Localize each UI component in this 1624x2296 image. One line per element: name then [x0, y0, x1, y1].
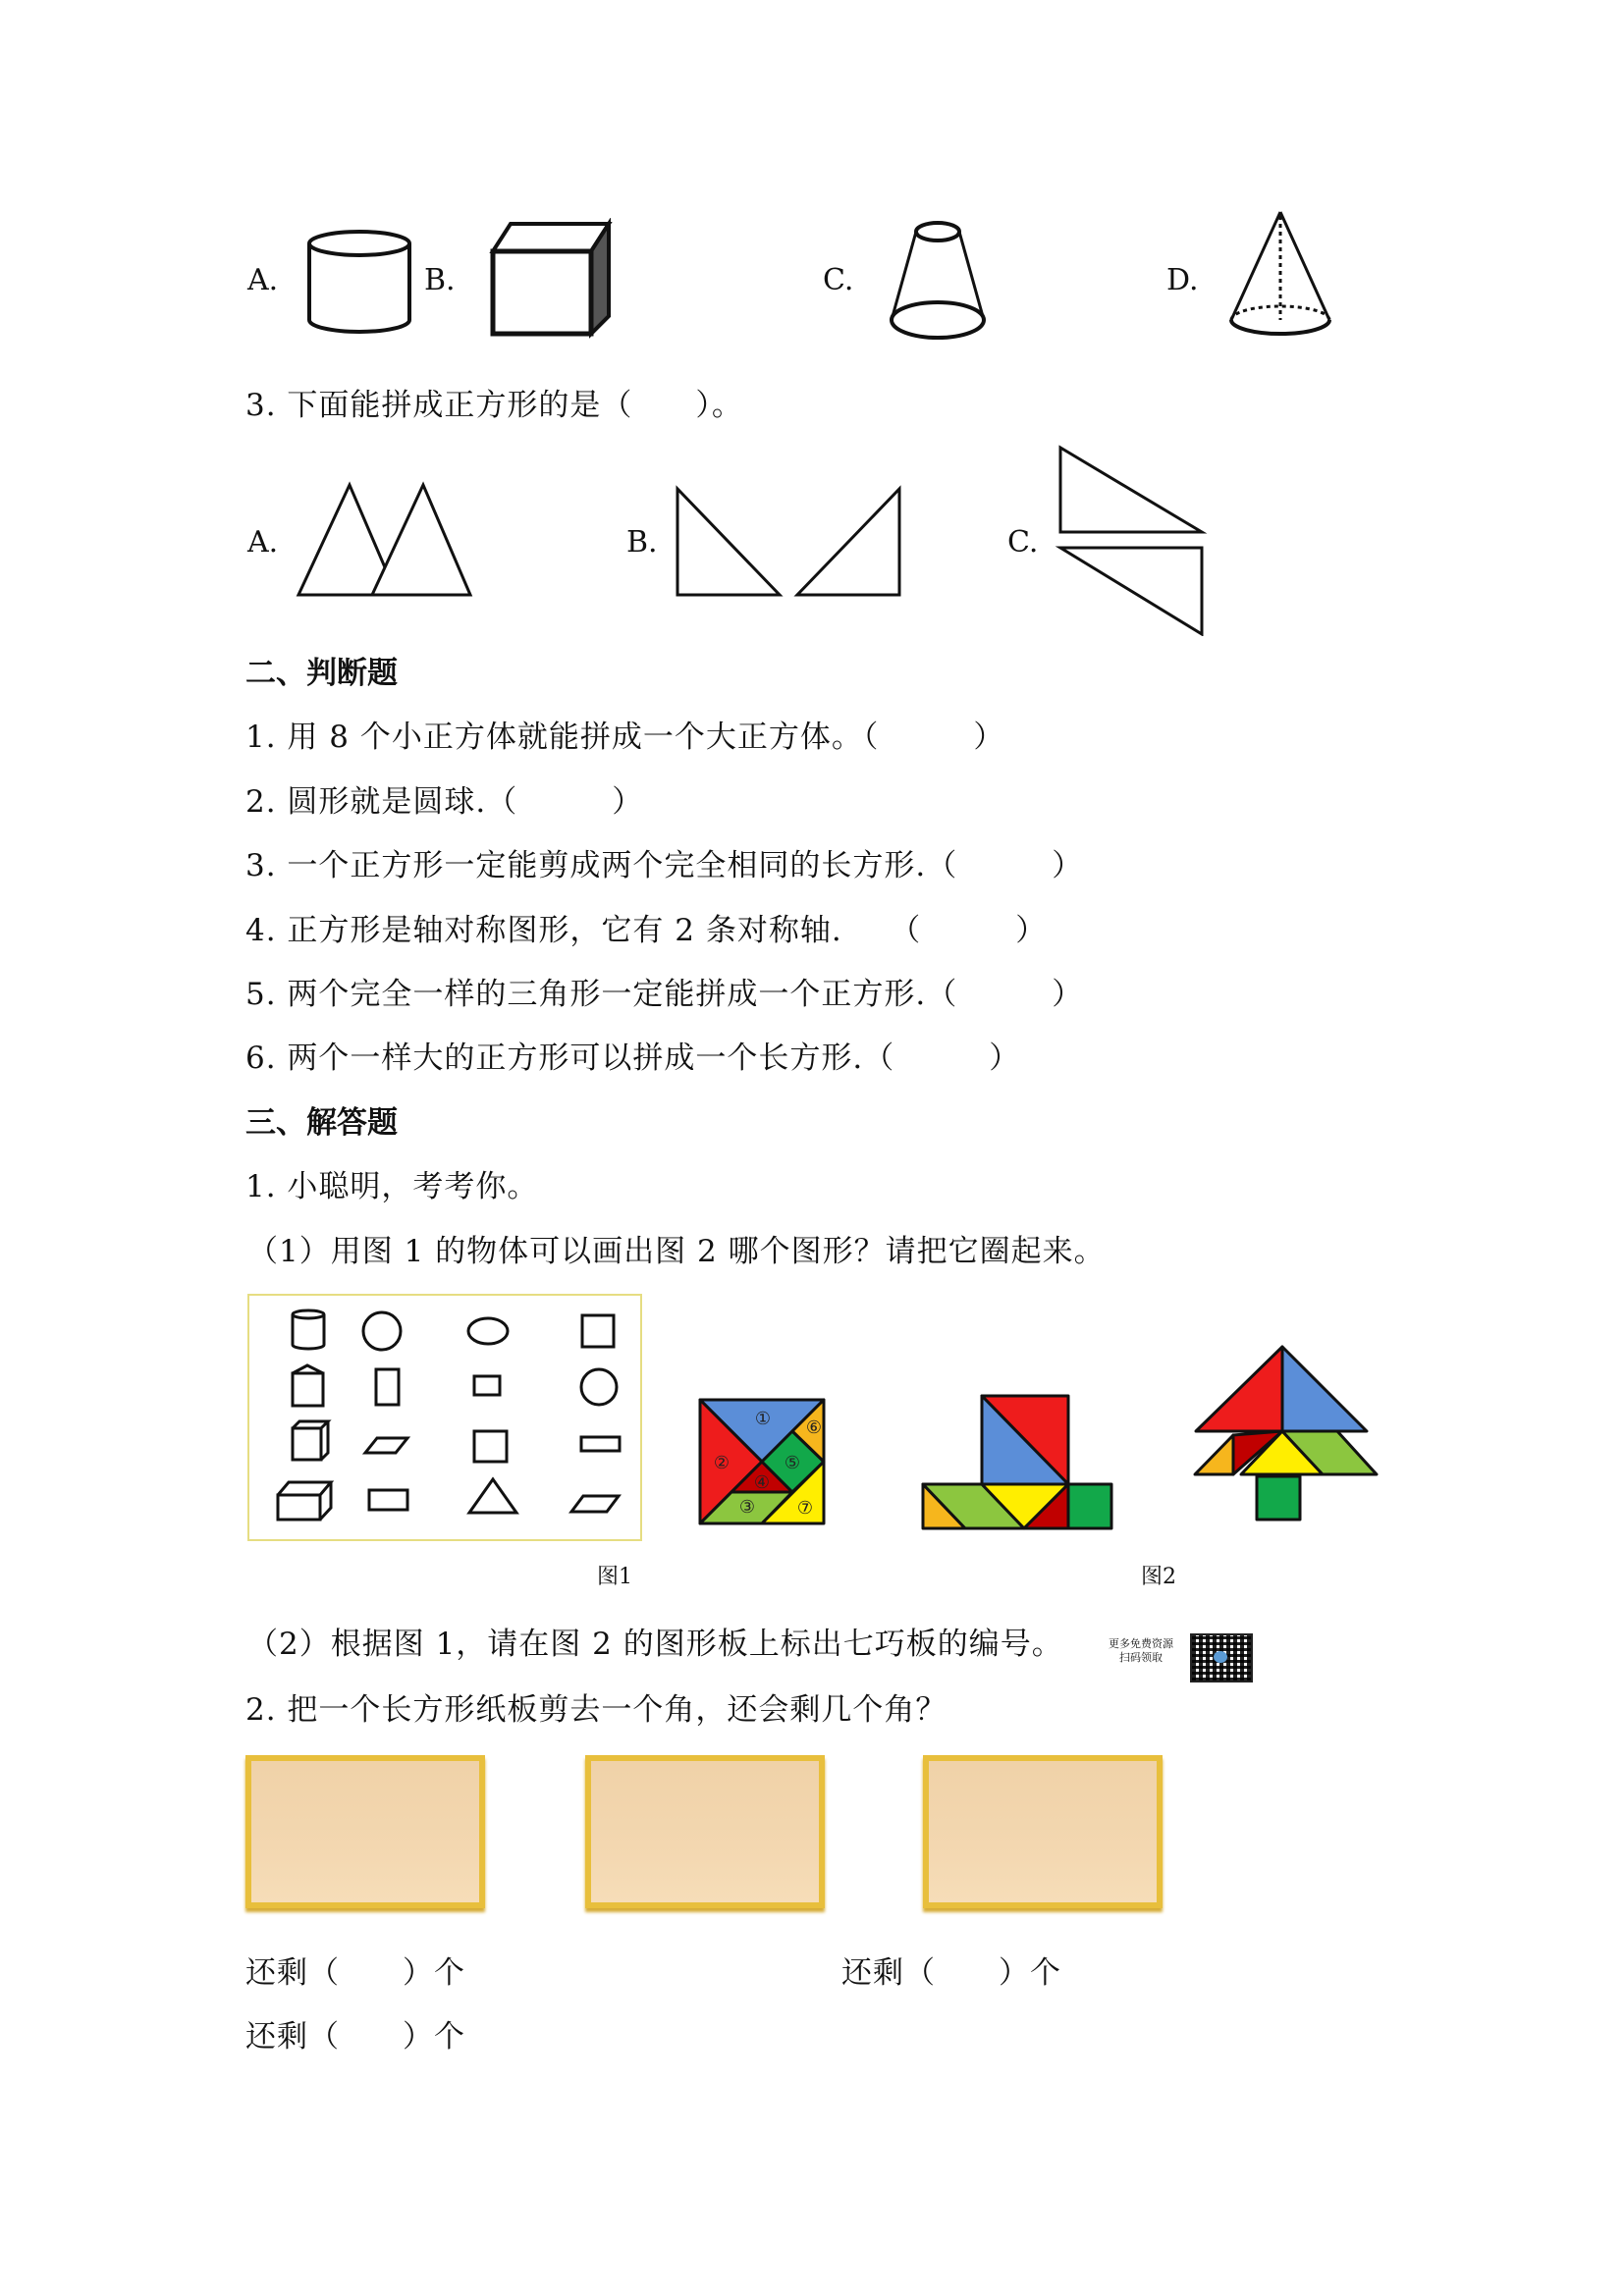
- isosceles-triangles-figure: [295, 481, 520, 599]
- judge-item-5: 5. 两个完全一样的三角形一定能拼成一个正方形.（ ）: [245, 977, 1084, 1012]
- question-1-part-1: （1）用图 1 的物体可以画出图 2 哪个图形？请把它圈起来。: [247, 1234, 1106, 1269]
- answer-question-1: 1. 小聪明，考考你。: [245, 1169, 539, 1204]
- tangram-tree-figure: [1190, 1345, 1386, 1527]
- section-3-title: 三、解答题: [245, 1105, 398, 1141]
- judge-item-3: 3. 一个正方形一定能剪成两个完全相同的长方形.（ ）: [245, 848, 1084, 883]
- cone-figure: [1223, 208, 1337, 346]
- tangram-label-1: ①: [754, 1409, 772, 1429]
- answer-question-2: 2. 把一个长方形纸板剪去一个角，还会剩几个角？: [245, 1692, 947, 1728]
- stacked-triangles-figure: [1051, 444, 1208, 636]
- option-a-label: A.: [247, 263, 279, 297]
- judge-item-4: 4. 正方形是轴对称图形，它有 2 条对称轴. （ ）: [245, 913, 1048, 948]
- tangram-house-figure: [921, 1392, 1117, 1541]
- q3-option-a-label: A.: [247, 525, 279, 560]
- tangram-label-4: ④: [753, 1472, 771, 1493]
- question-1-part-2: （2）根据图 1，请在图 2 的图形板上标出七巧板的编号。: [247, 1627, 1063, 1662]
- question-3-text: 3. 下面能拼成正方形的是（ ）。: [245, 388, 743, 423]
- cylinder-figure: [302, 228, 416, 336]
- right-triangles-figure: [674, 485, 909, 599]
- remaining-angles-answer-1: 还剩（ ）个: [245, 1955, 465, 1991]
- q3-option-b-label: B.: [626, 525, 658, 560]
- promo-line-2: 扫码领取: [1119, 1651, 1163, 1664]
- promo-line-1: 更多免费资源: [1109, 1637, 1173, 1650]
- figure-2-caption: 图2: [1141, 1565, 1176, 1589]
- judge-item-1: 1. 用 8 个小正方体就能拼成一个大正方体。（ ）: [245, 720, 1005, 755]
- option-b-label: B.: [424, 263, 456, 297]
- cuboid-figure: [485, 218, 613, 340]
- frustum-figure: [884, 218, 992, 344]
- cardboard-rectangle-3: [923, 1755, 1163, 1908]
- tangram-label-2: ②: [713, 1453, 731, 1473]
- cardboard-rectangle-2: [585, 1755, 825, 1908]
- judge-item-6: 6. 两个一样大的正方形可以拼成一个长方形.（ ）: [245, 1041, 1021, 1076]
- section-2-title: 二、判断题: [245, 656, 398, 691]
- figure-1-caption: 图1: [597, 1565, 632, 1589]
- tangram-label-3: ③: [738, 1497, 756, 1518]
- option-c-label: C.: [823, 263, 854, 297]
- remaining-angles-answer-3: 还剩（ ）个: [245, 2019, 465, 2055]
- option-d-label: D.: [1166, 263, 1199, 297]
- tangram-square-figure: [698, 1398, 826, 1525]
- remaining-angles-answer-2: 还剩（ ）个: [841, 1955, 1061, 1991]
- tangram-label-5: ⑤: [784, 1453, 801, 1473]
- cardboard-rectangle-1: [245, 1755, 485, 1908]
- judge-item-2: 2. 圆形就是圆球.（ ）: [245, 784, 644, 820]
- tangram-label-7: ⑦: [796, 1498, 814, 1519]
- q3-option-c-label: C.: [1007, 525, 1039, 560]
- promo-text: [1098, 1637, 1184, 1665]
- shapes-grid-figure: [247, 1294, 642, 1541]
- qr-code-icon[interactable]: [1190, 1633, 1253, 1682]
- tangram-label-6: ⑥: [805, 1417, 823, 1438]
